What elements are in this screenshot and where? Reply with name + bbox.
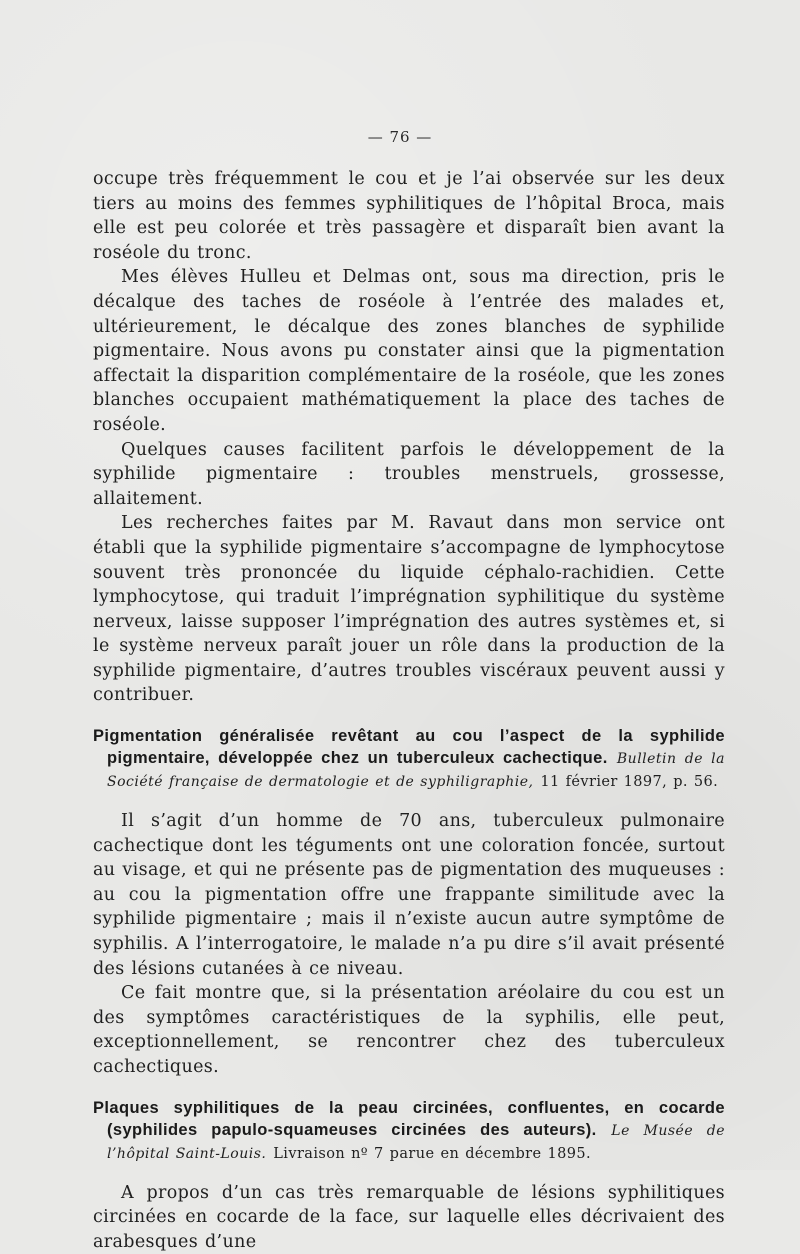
- body-paragraph-7: A propos d’un cas très remarquable de lésions syphilitiques circinées en cocarde de la face, sur laquelle elles décrivaient des arabesques d’une: [93, 1182, 725, 1252]
- page-body: [93, 167, 725, 1254]
- reference-details-1: 11 février 1897, p. 56.: [540, 774, 719, 791]
- body-paragraph-4: Les recherches faites par M. Ravaut dans mon service ont établi que la syphilide pigmentaire s’accompagne de lymphocytose souvent très prononcée du liquide céphalo-rachidien. Cette lymphocytose, qui traduit l’imprégnation syphilitique du système nerveux, laisse supposer l’imprégnation des autres systèmes et, si le système nerveux paraît jouer un rôle dans la production de la syphilide pigmentaire, d’autres troubles viscéraux peuvent aussi y contribuer.: [93, 513, 725, 706]
- body-paragraph-3: Quelques causes facilitent parfois le développement de la syphilide pigmentaire : troubles menstruels, grossesse, allaitement.: [93, 439, 725, 509]
- reference-journal-1: Bulletin de la Société française de dermatologie et de syphiligraphie,: [107, 751, 726, 791]
- reference-entry-2: [93, 1097, 725, 1165]
- page-number: — 76 —: [367, 128, 433, 146]
- body-paragraph-2: Mes élèves Hulleu et Delmas ont, sous ma direction, pris le décalque des taches de roséole à l’entrée des malades et, ultérieurement, le décalque des zones blanches de syphilide pigmentaire. Nous avons pu constater ainsi que la pigmentation affectait la disparition complémentaire de la roséole, que les zones blanches occupaient mathématiquement la place des taches de roséole.: [93, 267, 725, 435]
- reference-journal-2: Le Musée de l’hôpital Saint-Louis.: [107, 1122, 725, 1162]
- reference-entry-1: [93, 725, 725, 793]
- body-paragraph-5: Il s’agit d’un homme de 70 ans, tuberculeux pulmonaire cachectique dont les téguments ont une coloration foncée, surtout au visage, et qui ne présente pas de pigmentation des muqueuses : au cou la pigmentation offre une frappante similitude avec la syphilide pigmentaire ; mais il n’existe aucun autre symptôme de syphilis. A l’interrogatoire, le malade n’a pu dire s’il avait présenté des lésions cutanées à ce niveau.: [93, 811, 725, 979]
- reference-title-2: Plaques syphilitiques de la peau circinées, confluentes, en cocarde (syphilides papulo-squameuses circinées des auteurs).: [93, 1098, 725, 1139]
- body-paragraph-1: occupe très fréquemment le cou et je l’ai observée sur les deux tiers au moins des femmes syphilitiques de l’hôpital Broca, mais elle est peu colorée et très passagère et disparaît bien avant la roséole du tronc.: [93, 169, 725, 263]
- body-paragraph-6: Ce fait montre que, si la présentation aréolaire du cou est un des symptômes caractéristiques de la syphilis, elle peut, exceptionnellement, se rencontrer chez des tuberculeux cachectiques.: [93, 983, 725, 1077]
- reference-title-1: Pigmentation généralisée revêtant au cou l’aspect de la syphilide pigmentaire, développée chez un tuberculeux cachectique.: [93, 727, 725, 768]
- reference-details-2: Livraison nº 7 parue en décembre 1895.: [273, 1145, 592, 1162]
